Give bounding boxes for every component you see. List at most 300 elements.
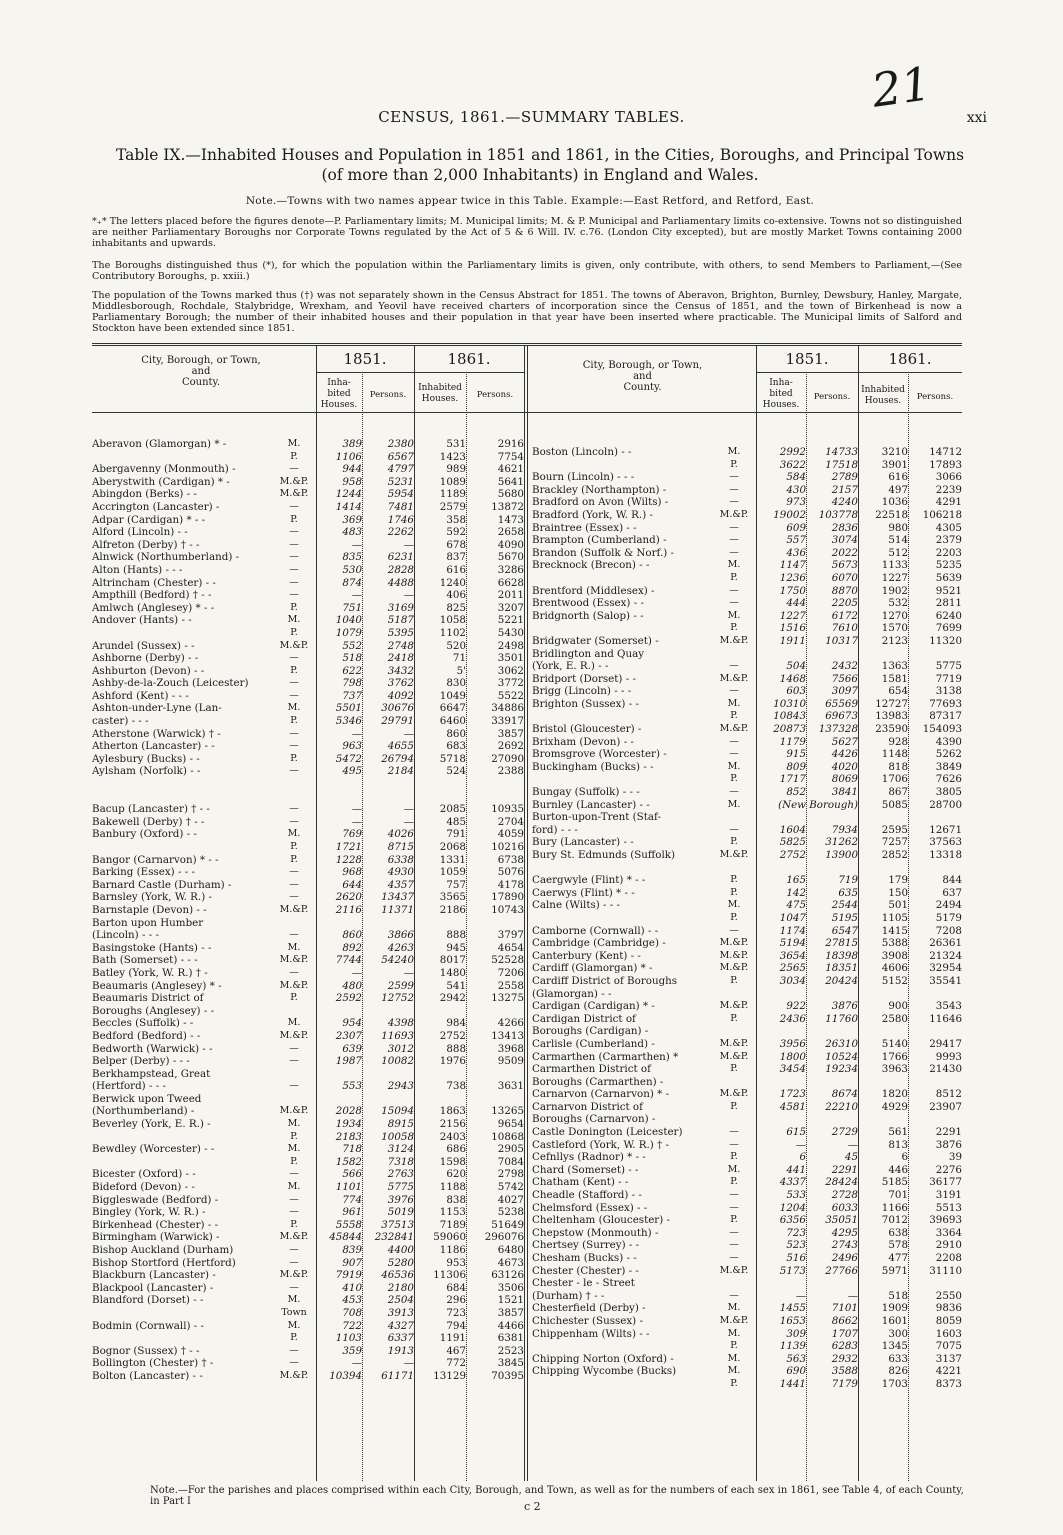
cell-name: Bridgwater (Somerset) - — [532, 634, 659, 647]
cell-p61: 4305 — [935, 521, 962, 534]
cell-type: M. — [727, 1352, 741, 1364]
cell-type: P. — [730, 911, 738, 923]
table-row — [532, 1239, 962, 1252]
table-row — [532, 1290, 962, 1303]
table-row — [532, 748, 962, 761]
cell-p61 — [908, 988, 962, 1001]
cell-type — [712, 1076, 756, 1089]
table-row — [532, 1365, 962, 1378]
cell-h51: 3454 — [779, 1063, 806, 1076]
cell-name: Brecknock (Brecon) - - — [532, 559, 650, 572]
cell-h51: 3654 — [779, 949, 806, 962]
cell-h51: 495 — [342, 765, 362, 778]
cell-p61: 12671 — [929, 823, 962, 836]
header-houses-1861-right: Inhabited Houses. — [861, 385, 905, 406]
cell-name — [532, 1340, 712, 1353]
cell-p51: 2380 — [387, 438, 414, 450]
cell-h61: 485 — [446, 815, 466, 828]
table-row — [92, 992, 524, 1005]
cell-name: Batley (York, W. R.) † - — [92, 966, 208, 979]
cell-p61: 7754 — [497, 450, 524, 463]
cell-h51 — [756, 862, 806, 875]
cell-h51: 1040 — [335, 614, 362, 627]
cell-h61: 532 — [888, 597, 908, 610]
cell-type: — — [729, 496, 739, 508]
cell-h61: 620 — [446, 1168, 466, 1181]
cell-p51: 2291 — [831, 1163, 858, 1176]
cell-p51: 4263 — [387, 941, 414, 954]
cell-type: — — [289, 1244, 299, 1255]
cell-name: Cefnllys (Radnor) * - - — [532, 1151, 646, 1164]
cell-h61: 838 — [446, 1193, 466, 1206]
cell-p61: 10935 — [491, 803, 524, 816]
cell-type: — — [289, 526, 299, 538]
cell-p51: 103778 — [818, 508, 858, 521]
cell-h61: 1423 — [439, 450, 466, 463]
cell-p51: 2504 — [387, 1294, 414, 1307]
cell-h61: 1766 — [881, 1050, 908, 1063]
cell-p61: 10216 — [491, 841, 524, 853]
cell-p61: 3543 — [935, 1000, 962, 1013]
table-row — [92, 614, 524, 627]
cell-p51 — [362, 778, 414, 791]
cell-name: Blackpool (Lancaster) - — [92, 1281, 214, 1294]
cell-h51: 3622 — [779, 458, 806, 471]
header-persons-1851-left: Persons. — [369, 390, 407, 400]
cell-h51: 5472 — [335, 752, 362, 765]
cell-type: P. — [290, 664, 298, 676]
cell-p51: 12752 — [381, 992, 414, 1005]
year-rule — [316, 372, 524, 373]
cell-p51: Borough) — [809, 798, 858, 811]
cell-p51: — — [847, 1289, 858, 1302]
cell-name: Burnley (Lancaster) - - — [532, 798, 650, 811]
cell-type — [712, 862, 756, 875]
cell-p61: 7626 — [935, 773, 962, 786]
cell-p51: 29791 — [381, 715, 414, 728]
cell-p51: 4398 — [387, 1017, 414, 1030]
table-row — [532, 1378, 962, 1391]
cell-p61: 9509 — [497, 1055, 524, 1068]
table-row — [92, 1043, 524, 1056]
table-row — [92, 627, 524, 640]
cell-type: P. — [730, 622, 738, 634]
cell-h61: 524 — [446, 765, 466, 778]
cell-p61: 296076 — [484, 1231, 524, 1244]
cell-h51: 1174 — [779, 924, 806, 937]
cell-h51: 1468 — [779, 672, 806, 685]
cell-h61: 1363 — [881, 660, 908, 673]
cell-p61: 21430 — [929, 1063, 962, 1076]
cell-h51: 7744 — [335, 954, 362, 967]
cell-p61: 4466 — [497, 1319, 524, 1332]
cell-h61: 1820 — [881, 1088, 908, 1101]
table-row — [532, 1063, 962, 1076]
cell-h51: 436 — [786, 546, 806, 559]
cell-name — [92, 627, 272, 640]
cell-h51: 2028 — [335, 1105, 362, 1118]
cell-name: Bishop Stortford (Hertford) — [92, 1256, 236, 1269]
table-row — [92, 891, 524, 904]
running-head: CENSUS, 1861.—SUMMARY TABLES. — [378, 108, 685, 126]
cell-name: (Glamorgan) - - — [532, 987, 612, 1000]
cell-h61: 2156 — [439, 1118, 466, 1131]
cell-h51: 1204 — [779, 1201, 806, 1214]
cell-type: — — [289, 1344, 299, 1356]
cell-p51 — [806, 1076, 858, 1089]
cell-type: — — [289, 689, 299, 701]
cell-p51: 2496 — [831, 1252, 858, 1264]
cell-name: Carmarthen (Carmarthen) * — [532, 1050, 679, 1063]
cell-h61: 888 — [446, 929, 466, 942]
cell-h61: 2852 — [881, 849, 908, 861]
cell-h61 — [858, 1277, 908, 1290]
cell-h61: 592 — [446, 526, 466, 539]
cell-type: — — [289, 589, 299, 601]
cell-name: Altrincham (Chester) - - — [92, 576, 216, 589]
cell-h61: 813 — [888, 1138, 908, 1151]
cell-name — [532, 622, 712, 635]
cell-h51 — [316, 1068, 362, 1081]
cell-h51: 1800 — [779, 1050, 806, 1063]
cell-type: P. — [290, 853, 298, 865]
cell-name: Caergwyle (Flint) * - - — [532, 874, 646, 887]
cell-type: — — [289, 803, 299, 815]
cell-p51: 3913 — [387, 1306, 414, 1319]
cell-p61: 5670 — [497, 551, 524, 564]
cell-name: Cardiff District of Boroughs — [532, 974, 678, 987]
cell-h51: 430 — [786, 483, 806, 496]
cell-p51 — [362, 1005, 414, 1018]
cell-p61: 2558 — [497, 979, 524, 992]
cell-name: Blackburn (Lancaster) - — [92, 1269, 216, 1282]
cell-h51: 809 — [786, 760, 806, 773]
cell-h61 — [858, 1076, 908, 1089]
cell-p51: 8069 — [831, 773, 858, 786]
cell-h61: 1601 — [881, 1314, 908, 1327]
cell-h61: 772 — [446, 1357, 466, 1370]
cell-name: Aylesbury (Bucks) - - — [92, 752, 200, 765]
cell-p61: 5179 — [935, 911, 962, 924]
cell-h51: 552 — [342, 639, 362, 652]
cell-h61: 888 — [446, 1042, 466, 1055]
cell-p51: 4797 — [387, 463, 414, 476]
table-row — [532, 887, 962, 900]
cell-name: Ashby-de-la-Zouch (Leicester) — [92, 677, 249, 690]
cell-name — [532, 862, 712, 875]
cell-h61: 71 — [452, 652, 466, 665]
cell-p61: 26361 — [929, 937, 962, 950]
cell-p51: 3074 — [831, 534, 858, 547]
center-divider — [524, 346, 525, 1481]
cell-type: — — [289, 1168, 299, 1180]
table-row — [92, 476, 524, 489]
table-row — [92, 954, 524, 967]
cell-type: M. — [727, 697, 741, 709]
cell-h51: 441 — [786, 1163, 806, 1176]
cell-type: — — [729, 584, 739, 596]
table-row — [532, 698, 962, 711]
cell-h61: 5152 — [881, 974, 908, 987]
cell-h51: 769 — [342, 828, 362, 841]
cell-p51: 2157 — [831, 483, 858, 496]
cell-p51 — [362, 791, 414, 804]
cell-h61: 5185 — [881, 1176, 908, 1189]
header-name-left: City, Borough, or Town, and County. — [141, 355, 261, 388]
header-houses-1861-left: Inhabited Houses. — [418, 383, 462, 404]
header-1861-left: 1861. — [447, 350, 491, 368]
cell-p61: 3797 — [497, 929, 524, 942]
cell-p61 — [466, 1068, 524, 1081]
cell-p51: 27815 — [825, 937, 858, 950]
table-row — [92, 702, 524, 715]
cell-p51: 3876 — [831, 1000, 858, 1013]
cell-p51: — — [403, 538, 414, 551]
table-row — [532, 988, 962, 1001]
cell-name: Basingstoke (Hants) - - — [92, 941, 212, 954]
cell-h61: 825 — [446, 601, 466, 614]
cell-h61: 2403 — [439, 1130, 466, 1143]
cell-h51: 1179 — [779, 735, 806, 748]
table-row — [532, 1025, 962, 1038]
cell-h51: 718 — [342, 1143, 362, 1156]
cell-p61: 10868 — [491, 1130, 524, 1143]
cell-p61 — [908, 1277, 962, 1290]
cell-name: Brentwood (Essex) - - — [532, 597, 644, 610]
cell-p51: 2728 — [831, 1189, 858, 1202]
cell-h51 — [756, 811, 806, 824]
cell-name: Banbury (Oxford) - - — [92, 828, 197, 841]
towns-paragraph: The population of the Towns marked thus (†) was not separately shown in the Census Abstract for 1851. The towns of Aberavon, Brighton, Burnley, Dewsbury, Hanley, Margate, Middlesborough, Rochdale, Stalybridge, Wrexham, and Yeovil have received charters of incorporation since the Census of 1851, and the town of Birkenhead is now a Parliamentary Borough; the number of their inhabited houses and their population in that year have been inserted where practicable. The Municipal limits of Salford and Stockton have been extended since 1851. — [92, 290, 962, 334]
cell-h61: 296 — [446, 1294, 466, 1307]
cell-p61: 37563 — [929, 836, 962, 849]
cell-p51: 31262 — [825, 836, 858, 849]
cell-p61: 2916 — [497, 438, 524, 450]
cell-h51: 708 — [342, 1306, 362, 1319]
cell-type: M.&P. — [719, 1264, 749, 1276]
cell-p51: 4327 — [387, 1319, 414, 1332]
cell-type: M.&P. — [279, 1029, 309, 1041]
cell-h61: 5971 — [881, 1264, 908, 1277]
cell-h61: 1598 — [439, 1155, 466, 1168]
cell-type: M.&P. — [279, 954, 309, 966]
cell-h61: 531 — [446, 438, 466, 450]
table-row — [92, 778, 524, 791]
cell-h61: 1902 — [881, 584, 908, 597]
cell-p61: 10743 — [491, 903, 524, 916]
table-row — [92, 1206, 524, 1219]
table-row — [92, 602, 524, 615]
cell-name — [532, 710, 712, 723]
cell-h61 — [414, 778, 466, 791]
cell-type: — — [289, 1206, 299, 1218]
cell-p51: 2544 — [831, 899, 858, 912]
cell-h51: 774 — [342, 1193, 362, 1206]
cell-p51: 3012 — [387, 1042, 414, 1055]
cell-p51: 6033 — [831, 1201, 858, 1214]
cell-type: P. — [730, 886, 738, 898]
cell-p51: 3841 — [831, 786, 858, 799]
cell-h61: 2942 — [439, 992, 466, 1005]
cell-name: Cardiff (Glamorgan) * - — [532, 962, 653, 975]
cell-h61: 678 — [446, 538, 466, 551]
cell-name: Bridlington and Quay — [532, 647, 645, 660]
cell-name: Castle Donington (Leicester) — [532, 1126, 683, 1139]
cell-p51: 5195 — [831, 911, 858, 924]
cell-type: — — [729, 483, 739, 495]
cell-name: Chester (Chester) - - — [532, 1264, 639, 1277]
cell-type: M. — [287, 614, 301, 626]
cell-name: Bodmin (Cornwall) - - — [92, 1319, 205, 1332]
cell-p61: 31110 — [929, 1264, 962, 1277]
cell-p61: 637 — [942, 886, 962, 899]
cell-p61: 3857 — [497, 1306, 524, 1319]
cell-p51: 18351 — [825, 962, 858, 975]
table-row — [532, 597, 962, 610]
cell-p61: 3805 — [935, 786, 962, 799]
cell-p51: 10058 — [381, 1130, 414, 1143]
cell-h51: — — [351, 803, 362, 816]
cell-p51: — — [403, 815, 414, 828]
cell-p51: 2743 — [831, 1239, 858, 1252]
cell-p51: 5954 — [387, 488, 414, 501]
cell-h61: 358 — [446, 513, 466, 526]
cell-h51: 723 — [786, 1226, 806, 1239]
cell-h51 — [756, 1025, 806, 1038]
cell-name: Carmarthen District of — [532, 1063, 651, 1076]
cell-name: Brampton (Cumberland) - — [532, 534, 667, 547]
cell-h51: 165 — [786, 874, 806, 887]
cell-h51: — — [351, 538, 362, 551]
cell-p51: 6547 — [831, 924, 858, 937]
cell-type: — — [289, 740, 299, 752]
cell-p51: 3432 — [387, 664, 414, 677]
table-row — [92, 1080, 524, 1093]
cell-p51: 6338 — [387, 853, 414, 866]
cell-name: Arundel (Sussex) - - — [92, 639, 195, 652]
cell-h51: — — [351, 727, 362, 740]
cell-type: M.&P. — [719, 1050, 749, 1062]
cell-type: M. — [287, 941, 301, 953]
cell-h51: 1723 — [779, 1088, 806, 1101]
cell-h51 — [756, 1076, 806, 1089]
cell-p51 — [362, 1093, 414, 1106]
table-row — [92, 1294, 524, 1307]
cell-h61: 654 — [888, 685, 908, 698]
cell-name: Chelmsford (Essex) - - — [532, 1201, 648, 1214]
cell-p51: 5395 — [387, 626, 414, 639]
cell-p61: 3501 — [497, 652, 524, 665]
cell-p61: 5262 — [935, 748, 962, 761]
year-rule — [756, 372, 962, 373]
cell-type: P. — [730, 1377, 738, 1389]
table-row — [532, 1189, 962, 1202]
cell-type: M.&P. — [719, 1000, 749, 1012]
cell-name: Bolton (Lancaster) - - — [92, 1369, 203, 1382]
cell-h61: 541 — [446, 979, 466, 992]
cell-type: — — [729, 1289, 739, 1301]
cell-h61: 738 — [446, 1080, 466, 1093]
cell-h51: 751 — [342, 601, 362, 614]
cell-p61: 4621 — [497, 463, 524, 476]
cell-name — [92, 1156, 272, 1169]
cell-p61: 5641 — [497, 475, 524, 488]
cell-type — [272, 778, 316, 791]
cell-p51: 5775 — [387, 1181, 414, 1194]
cell-p51: 7179 — [831, 1377, 858, 1390]
cell-p61: 39693 — [929, 1214, 962, 1227]
cell-p61: 5235 — [935, 559, 962, 572]
cell-name: (Northumberland) - — [92, 1105, 195, 1118]
table-row — [92, 980, 524, 993]
cell-h61: 616 — [888, 471, 908, 484]
cell-p61: 36177 — [929, 1176, 962, 1189]
cell-type: — — [729, 534, 739, 546]
cell-p51: 6567 — [387, 450, 414, 463]
cell-p61: 2811 — [935, 597, 962, 610]
cell-p51: — — [403, 966, 414, 979]
cell-type: P. — [290, 1332, 298, 1344]
cell-h61: 300 — [888, 1327, 908, 1340]
cell-h51: 798 — [342, 677, 362, 690]
cell-h61: 616 — [446, 563, 466, 576]
cell-type: P. — [290, 752, 298, 764]
cell-type: — — [289, 1080, 299, 1092]
table-row — [532, 1277, 962, 1290]
cell-h61: 12727 — [875, 697, 908, 710]
cell-h51: 453 — [342, 1294, 362, 1307]
table-row — [92, 1370, 524, 1383]
cell-h51: 359 — [342, 1344, 362, 1357]
cell-h61: 2579 — [439, 500, 466, 513]
cell-h61: 818 — [888, 760, 908, 773]
cell-name: Ashburton (Devon) - - — [92, 664, 205, 677]
cell-name: Brixham (Devon) - - — [532, 735, 634, 748]
cell-h51: 6 — [799, 1151, 806, 1164]
table-row — [92, 1143, 524, 1156]
cell-h61: 1153 — [439, 1206, 466, 1219]
cell-h61: 179 — [888, 874, 908, 887]
table-row — [532, 484, 962, 497]
cell-type: — — [729, 1201, 739, 1213]
cell-type: P. — [290, 626, 298, 638]
cell-p61: 6480 — [497, 1244, 524, 1256]
table-row — [92, 677, 524, 690]
table-row — [532, 937, 962, 950]
table-row — [532, 1139, 962, 1152]
cell-h51 — [756, 1277, 806, 1290]
cell-p51: 4930 — [387, 866, 414, 879]
cell-name: Cheltenham (Gloucester) - — [532, 1214, 671, 1227]
header-persons-1851-right: Persons. — [813, 392, 851, 402]
cell-h61: 1581 — [881, 672, 908, 685]
cell-p51: 2418 — [387, 652, 414, 665]
cell-p51: 13437 — [381, 891, 414, 904]
cell-h61: 701 — [888, 1189, 908, 1202]
cell-h61: 1189 — [439, 488, 466, 501]
cell-p51: 45 — [844, 1151, 858, 1164]
cell-p51: 635 — [838, 886, 858, 899]
table-row — [92, 1332, 524, 1345]
cell-name: Aylsham (Norfolk) - - — [92, 765, 201, 778]
cell-p51: 7101 — [831, 1302, 858, 1315]
cell-h51: 410 — [342, 1281, 362, 1294]
cell-h61: 684 — [446, 1281, 466, 1294]
cell-name — [92, 1131, 272, 1144]
legend-paragraph: *₊* The letters placed before the figures denote—P. Parliamentary limits; M. Municipal limits; M. & P. Municipal and Parliamentary limits co-extensive. Towns not so distinguished are neither Parliamentary Boroughs nor Corporate Towns regulated by the Act of 5 & 6 Will. IV. c.76. (London City excepted), but are mostly Market Towns containing 2000 inhabitants and upwards. — [92, 216, 962, 249]
cell-name: Boroughs (Carnarvon) - — [532, 1113, 656, 1126]
cell-p61: 5742 — [497, 1181, 524, 1194]
